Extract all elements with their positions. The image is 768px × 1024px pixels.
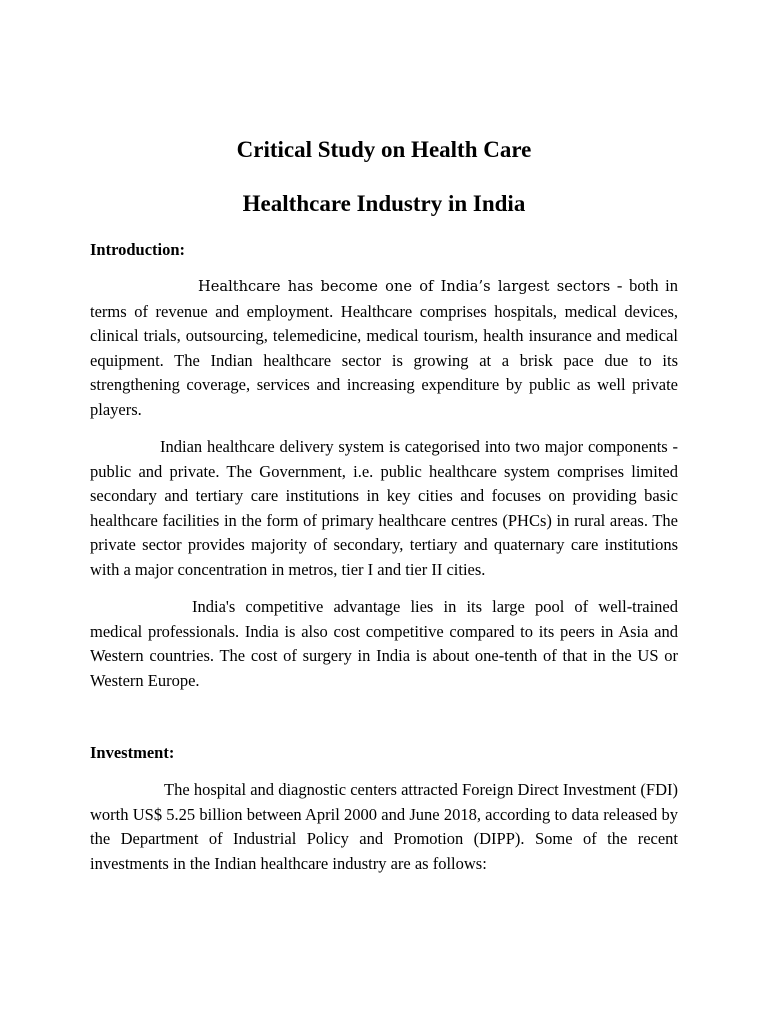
introduction-paragraph-1-rest: - both in terms of revenue and employment. Healthcare comprises hospitals, medical devices, clinical trials, outsourcing, telemedicine, medical tourism, health insurance and medical equipment. The Indian healthcare sector is growing at a brisk pace due to its strengthening coverage, services and increasing expenditure by public as well private players.	[90, 276, 678, 419]
introduction-paragraph-3: India's competitive advantage lies in its large pool of well-trained medical professionals. India is also cost competitive compared to its peers in Asia and Western countries. The cost of surgery in India is about one-tenth of that in the US or Western Europe.	[90, 597, 678, 690]
investment-paragraph-1: The hospital and diagnostic centers attracted Foreign Direct Investment (FDI) worth US$ 5.25 billion between April 2000 and June 2018, according to data released by the Department of Industrial Policy and Promotion (DIPP). Some of the recent investments in the Indian healthcare industry are as follows:	[90, 780, 678, 873]
investment-heading: Investment:	[90, 743, 175, 762]
document-page	[90, 130, 678, 876]
document-subtitle: Healthcare Industry in India	[242, 191, 526, 216]
introduction-paragraph-1	[90, 274, 678, 422]
document-title: Critical Study on Health Care	[236, 137, 532, 162]
introduction-paragraph-2: Indian healthcare delivery system is categorised into two major components - public and private. The Government, i.e. public healthcare system comprises limited secondary and tertiary care institutions in key cities and focuses on providing basic healthcare facilities in the form of primary healthcare centres (PHCs) in rural areas. The private sector provides majority of secondary, tertiary and quaternary care institutions with a major concentration in metros, tier I and tier II cities.	[90, 437, 678, 579]
introduction-paragraph-1-lead: Healthcare has become one of India’s largest sectors	[198, 278, 611, 295]
introduction-heading: Introduction:	[90, 240, 186, 259]
